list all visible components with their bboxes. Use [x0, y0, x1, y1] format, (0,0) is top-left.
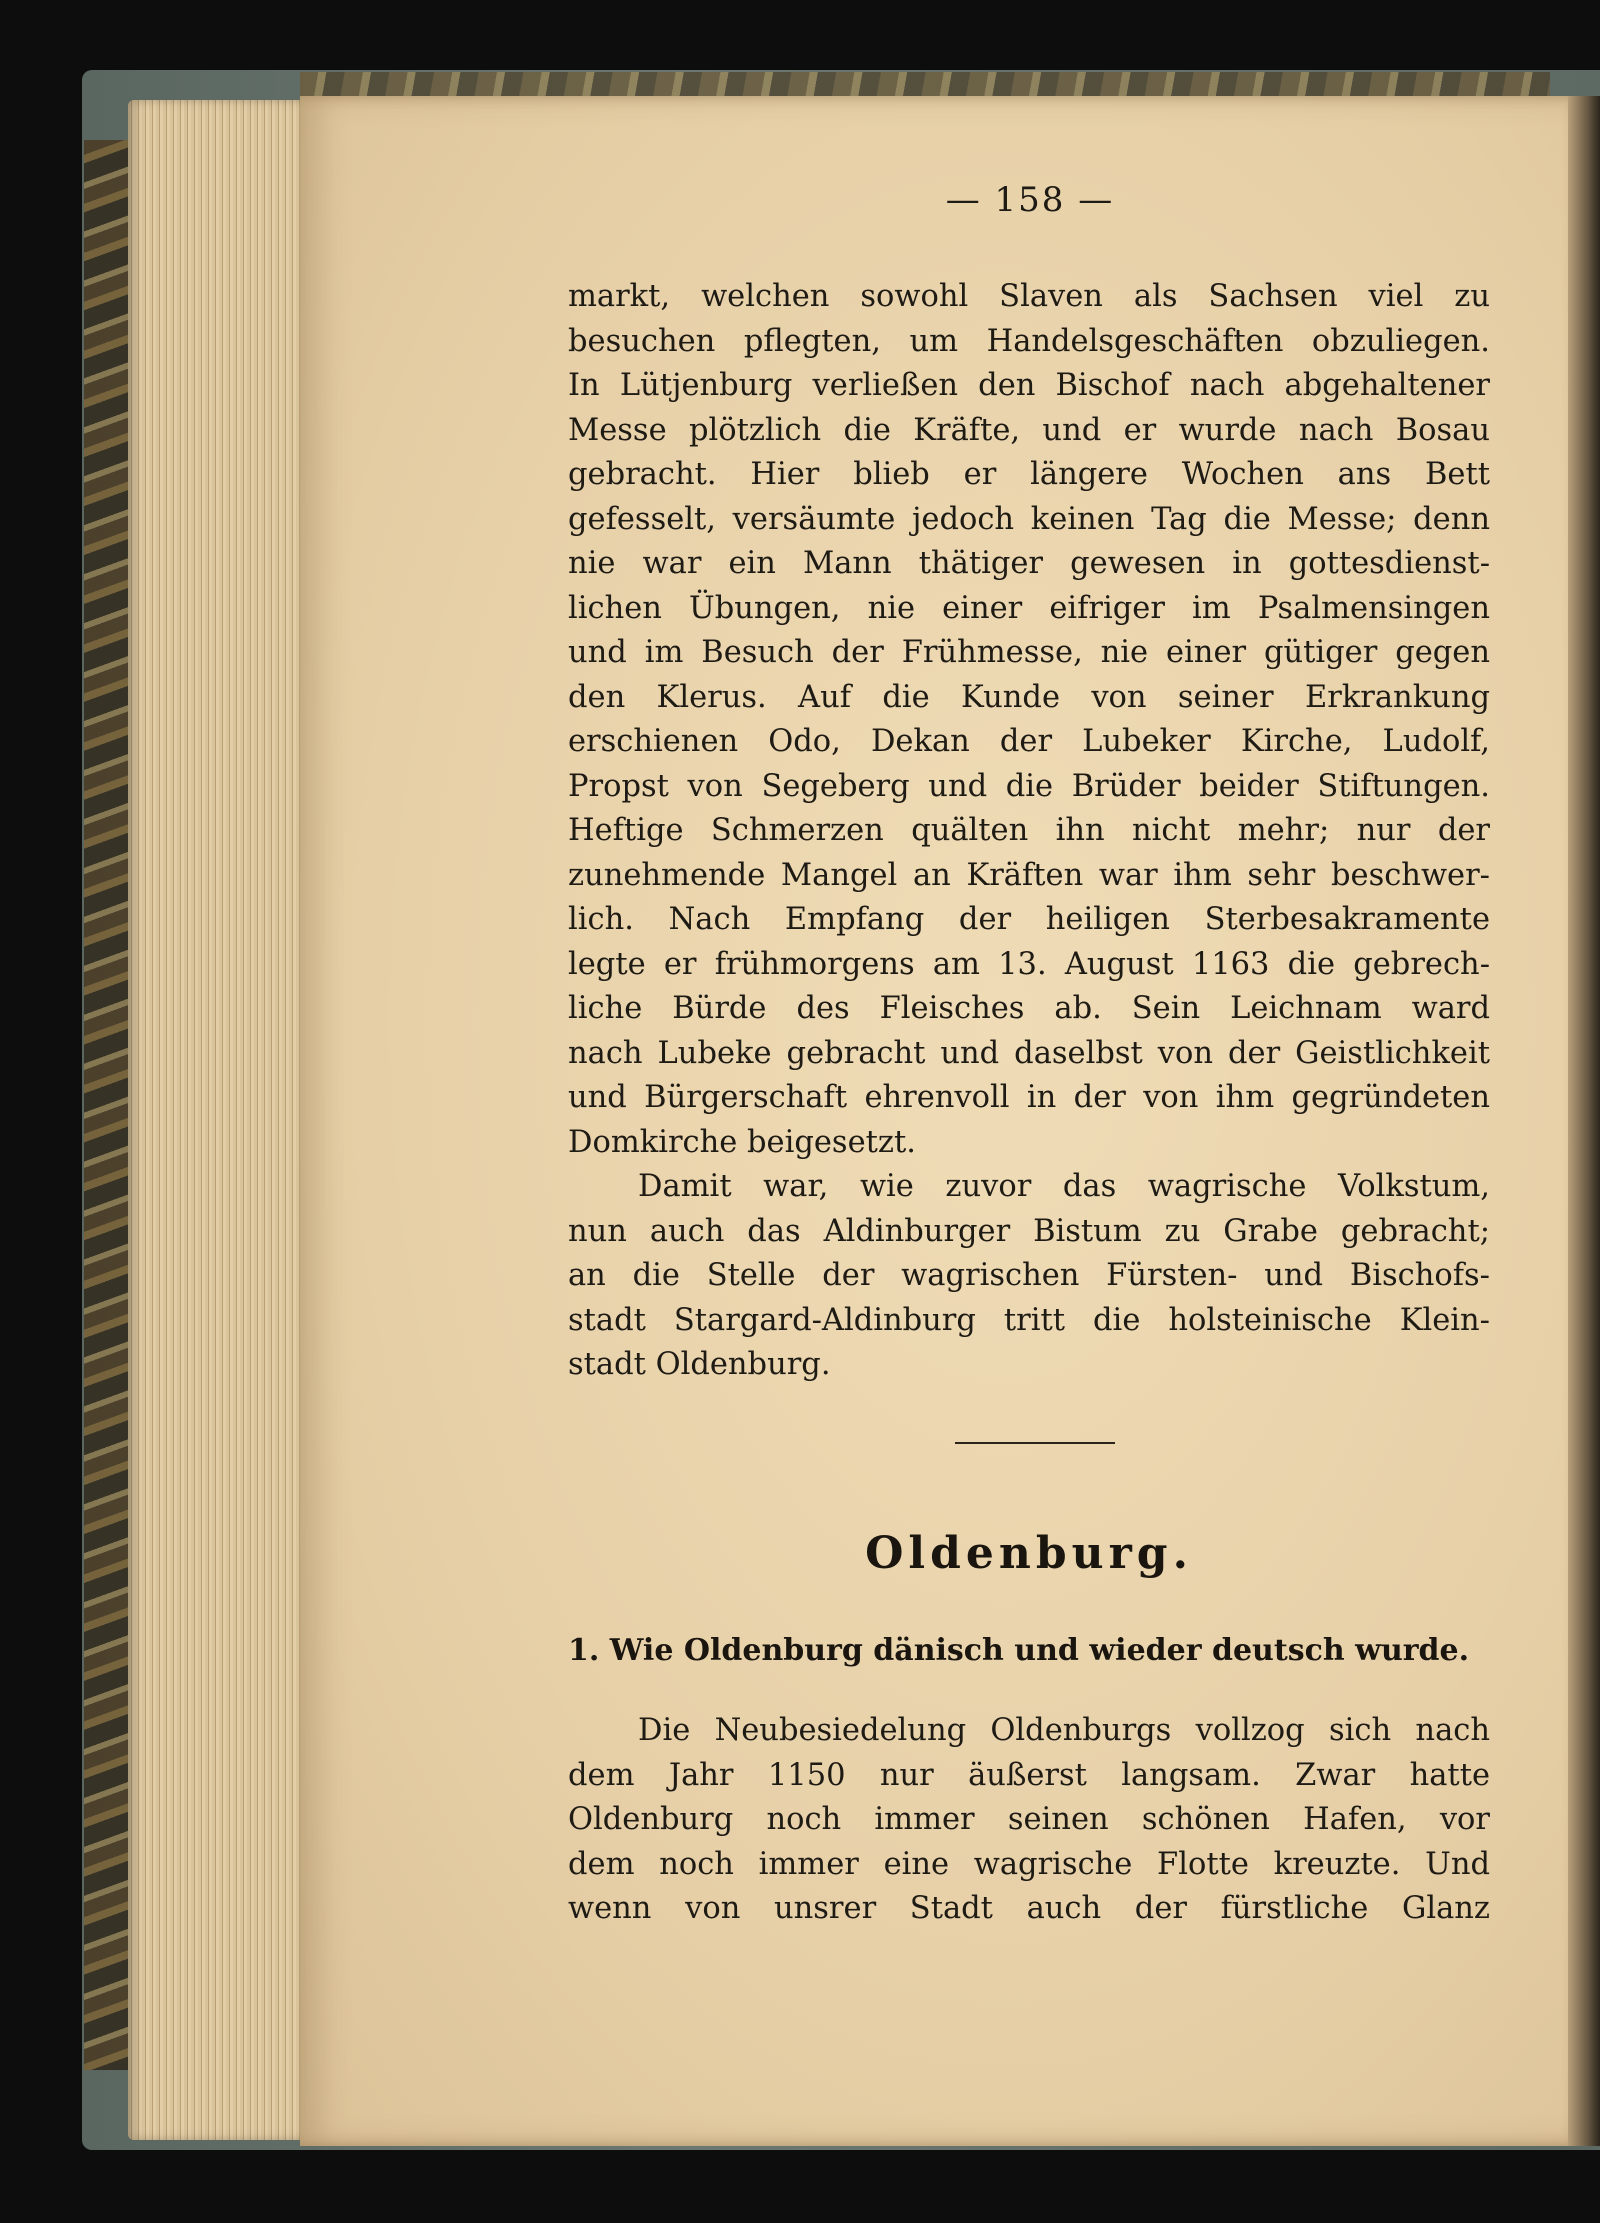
- text-line: Heftige Schmerzen quälten ihn nicht mehr; nur der: [568, 813, 1490, 848]
- section-divider: [955, 1442, 1115, 1444]
- text-line: gebracht. Hier blieb er längere Wochen ans Bett: [568, 457, 1490, 492]
- text-line: Domkirche beigesetzt.: [568, 1124, 916, 1160]
- text-line: Oldenburg noch immer seinen schönen Hafen, vor: [568, 1802, 1490, 1837]
- text-line: lichen Übungen, nie einer eifriger im Psalmensingen: [568, 590, 1490, 626]
- text-line: Damit war, wie zuvor das wagrische Volkstum,: [638, 1169, 1490, 1204]
- text-line: In Lütjenburg verließen den Bischof nach abgehaltener: [568, 368, 1490, 403]
- text-line: Die Neubesiedelung Oldenburgs vollzog sich nach: [638, 1713, 1490, 1748]
- paragraph-2: [568, 1709, 1490, 1932]
- marbled-edge: [300, 72, 1550, 98]
- text-line: nie war ein Mann thätiger gewesen in gottesdienst-: [568, 546, 1490, 581]
- text-line: nun auch das Aldinburger Bistum zu Grabe gebracht;: [568, 1213, 1490, 1249]
- text-line: an die Stelle der wagrischen Fürsten- und Bischofs-: [568, 1258, 1490, 1293]
- text-line: lich. Nach Empfang der heiligen Sterbesakramente: [568, 902, 1490, 937]
- text-line: legte er frühmorgens am 13. August 1163 die gebrech-: [568, 946, 1490, 982]
- text-line: markt, welchen sowohl Slaven als Sachsen viel zu: [568, 279, 1490, 314]
- text-line: nach Lubeke gebracht und daselbst von der Geistlichkeit: [568, 1035, 1490, 1071]
- subsection-title: 1. Wie Oldenburg dänisch und wieder deutsch wurde.: [568, 1633, 1470, 1668]
- text-line: wenn von unsrer Stadt auch der fürstliche Glanz: [568, 1891, 1490, 1926]
- section-title: Oldenburg.: [865, 1528, 1193, 1579]
- text-line: stadt Oldenburg.: [568, 1347, 831, 1382]
- paragraph-1: [568, 275, 1490, 1388]
- text-line: und Bürgerschaft ehrenvoll in der von ihm gegründeten: [568, 1080, 1490, 1115]
- text-line: stadt Stargard-Aldinburg tritt die holsteinische Klein-: [568, 1302, 1490, 1338]
- text-line: erschienen Odo, Dekan der Lubeker Kirche, Ludolf,: [568, 724, 1490, 759]
- text-line: gefesselt, versäumte jedoch keinen Tag die Messe; denn: [568, 501, 1490, 537]
- page-number: — 158 —: [945, 180, 1115, 220]
- text-line: liche Bürde des Fleisches ab. Sein Leichnam ward: [568, 991, 1490, 1026]
- marbled-spine: [84, 140, 134, 2070]
- text-line: dem Jahr 1150 nur äußerst langsam. Zwar hatte: [568, 1757, 1490, 1793]
- page-gutter: [1568, 96, 1600, 2146]
- text-line: dem noch immer eine wagrische Flotte kreuzte. Und: [568, 1846, 1490, 1882]
- text-line: und im Besuch der Frühmesse, nie einer gütiger gegen: [568, 635, 1490, 670]
- text-line: besuchen pflegten, um Handelsgeschäften obzuliegen.: [568, 323, 1490, 359]
- text-line: Propst von Segeberg und die Brüder beider Stiftungen.: [568, 768, 1490, 804]
- text-line: zunehmende Mangel an Kräften war ihm sehr beschwer-: [568, 857, 1490, 893]
- page-stack-edges: [128, 100, 313, 2140]
- text-line: Messe plötzlich die Kräfte, und er wurde nach Bosau: [568, 412, 1490, 448]
- text-line: den Klerus. Auf die Kunde von seiner Erkrankung: [568, 679, 1490, 715]
